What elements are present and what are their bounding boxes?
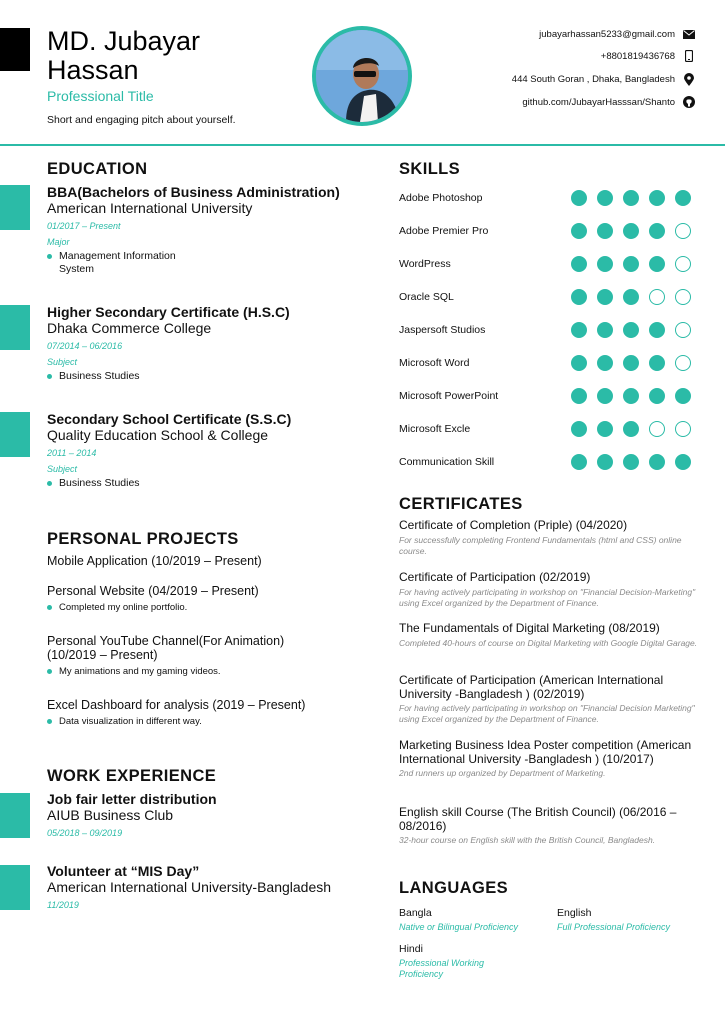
contact-address — [512, 73, 695, 85]
certificate-description: For having actively participating in workshop on "Financial Decision-Marketing" using Excel organized by the Department of Finance. — [399, 586, 696, 608]
education-item — [47, 411, 367, 490]
certificate-description: For having actively participating in workshop on "Financial Decision Marketing" using Excel organized by the Department of Finance. — [399, 703, 695, 724]
bullet-item: Completed my online portfolio. — [47, 601, 347, 614]
certificate-item — [399, 519, 699, 557]
skill-row — [399, 223, 699, 239]
skill-rating — [571, 322, 691, 338]
institution: American International University — [47, 200, 253, 216]
education-item — [47, 304, 367, 383]
date-range: 05/2018 – 09/2019 — [47, 828, 123, 838]
certificate-description: For successfully completing Frontend Fundamentals (html and CSS) online course. — [399, 534, 682, 556]
skills-heading: SKILLS — [399, 160, 461, 178]
degree-title: Higher Secondary Certificate (H.S.C) — [47, 304, 290, 320]
rating-dot-filled — [623, 388, 639, 404]
contact-github[interactable] — [522, 96, 695, 108]
rating-dot-filled — [597, 256, 613, 272]
rating-dot-filled — [571, 388, 587, 404]
rating-dot-filled — [623, 355, 639, 371]
skill-rating — [571, 223, 691, 239]
job-organization: AIUB Business Club — [47, 807, 174, 823]
skill-rating — [571, 355, 691, 371]
address-text: 444 South Goran , Dhaka, Bangladesh — [511, 73, 675, 85]
bullet-item: Management Information System — [47, 250, 367, 276]
rating-dot-filled — [649, 322, 665, 338]
skill-name: WordPress — [399, 258, 451, 270]
date-range: 2011 – 2014 — [47, 448, 97, 458]
education-heading: EDUCATION — [47, 160, 148, 178]
education-item — [47, 184, 367, 276]
rating-dot-filled — [675, 190, 691, 206]
rating-dot-empty — [675, 421, 691, 437]
rating-dot-filled — [571, 454, 587, 470]
certificate-title: Marketing Business Idea Poster competition (American International University -Bangladesh ) (10/2017) — [399, 738, 692, 766]
rating-dot-filled — [571, 322, 587, 338]
certificate-title: The Fundamentals of Digital Marketing (08/2019) — [399, 621, 660, 635]
education-accent-bar — [0, 185, 30, 230]
contact-email[interactable] — [539, 28, 695, 40]
certificate-description: 2nd runners up organized by Department of Marketing. — [399, 768, 606, 778]
skill-name: Oracle SQL — [399, 291, 454, 303]
rating-dot-empty — [675, 289, 691, 305]
certificate-title: Certificate of Participation (02/2019) — [399, 570, 591, 584]
subject-label: Subject — [47, 464, 78, 474]
location-icon — [683, 73, 695, 85]
language-name: Bangla — [399, 907, 432, 919]
skill-rating — [571, 388, 691, 404]
language-level: Full Professional Proficiency — [557, 922, 671, 932]
certificate-description: 32-hour course on English skill with the British Council, Bangladesh. — [399, 835, 656, 845]
certificate-item — [399, 739, 699, 779]
projects-heading: PERSONAL PROJECTS — [47, 530, 239, 548]
rating-dot-empty — [675, 256, 691, 272]
professional-title: Professional Title — [47, 88, 154, 104]
rating-dot-filled — [623, 190, 639, 206]
certificate-item — [399, 806, 699, 846]
rating-dot-filled — [571, 289, 587, 305]
pitch-text: Short and engaging pitch about yourself. — [47, 114, 236, 126]
email-icon — [683, 28, 695, 40]
job-role: Volunteer at “MIS Day” — [47, 863, 200, 879]
certificate-item — [399, 571, 699, 609]
rating-dot-filled — [623, 289, 639, 305]
language-item — [399, 907, 549, 933]
skill-name: Microsoft Word — [399, 357, 470, 369]
skill-rating — [571, 256, 691, 272]
language-name: Hindi — [399, 943, 423, 955]
project-item — [47, 698, 347, 728]
rating-dot-empty — [675, 322, 691, 338]
skill-row — [399, 289, 699, 305]
bullet-item: Data visualization in different way. — [47, 715, 347, 728]
rating-dot-empty — [649, 289, 665, 305]
rating-dot-filled — [623, 223, 639, 239]
certificate-title: Certificate of Completion (Priple) (04/2020) — [399, 518, 628, 532]
phone-text: +8801819436768 — [600, 50, 675, 62]
work-item — [47, 863, 377, 910]
degree-title: Secondary School Certificate (S.S.C) — [47, 411, 292, 427]
certificate-title: Certificate of Participation (American International University -Bangladesh ) (02/2019) — [399, 673, 664, 701]
certificates-heading: CERTIFICATES — [399, 495, 523, 513]
rating-dot-filled — [597, 223, 613, 239]
rating-dot-filled — [597, 421, 613, 437]
header-divider — [0, 144, 725, 146]
bullet-item: My animations and my gaming videos. — [47, 665, 297, 678]
skill-row — [399, 190, 699, 206]
rating-dot-filled — [571, 421, 587, 437]
project-title: Mobile Application (10/2019 – Present) — [47, 554, 262, 568]
skill-row — [399, 322, 699, 338]
email-text: jubayarhassan5233@gmail.com — [539, 28, 675, 40]
degree-title: BBA(Bachelors of Business Administration) — [47, 184, 340, 200]
institution: Dhaka Commerce College — [47, 320, 212, 336]
skill-row — [399, 454, 699, 470]
project-title: Personal Website (04/2019 – Present) — [47, 584, 259, 598]
skill-rating — [571, 454, 691, 470]
language-item — [399, 943, 514, 980]
skill-row — [399, 421, 699, 437]
rating-dot-filled — [649, 223, 665, 239]
rating-dot-filled — [623, 322, 639, 338]
skill-name: Microsoft PowerPoint — [399, 390, 499, 402]
rating-dot-empty — [675, 223, 691, 239]
date-range: 01/2017 – Present — [47, 221, 121, 231]
project-title: Excel Dashboard for analysis (2019 – Present) — [47, 698, 306, 712]
contact-phone[interactable] — [601, 50, 695, 62]
education-accent-bar — [0, 412, 30, 457]
language-name: English — [557, 907, 592, 919]
job-organization: American International University-Bangladesh — [47, 879, 332, 895]
rating-dot-filled — [649, 256, 665, 272]
project-title: Personal YouTube Channel(For Animation) (10/2019 – Present) — [47, 634, 285, 662]
rating-dot-empty — [649, 421, 665, 437]
work-accent-bar — [0, 865, 30, 910]
rating-dot-filled — [675, 454, 691, 470]
rating-dot-filled — [649, 355, 665, 371]
rating-dot-filled — [649, 454, 665, 470]
rating-dot-filled — [597, 322, 613, 338]
rating-dot-filled — [649, 388, 665, 404]
work-accent-bar — [0, 793, 30, 838]
subject-label: Subject — [47, 357, 78, 367]
project-item — [47, 584, 347, 614]
certificate-item — [399, 674, 699, 725]
certificate-description: Completed 40-hours of course on Digital Marketing with Google Digital Garage. — [399, 637, 698, 648]
project-item — [47, 634, 297, 678]
rating-dot-filled — [597, 289, 613, 305]
skill-name: Adobe Premier Pro — [399, 225, 489, 237]
rating-dot-filled — [597, 388, 613, 404]
date-range: 07/2014 – 06/2016 — [47, 341, 123, 351]
rating-dot-filled — [571, 190, 587, 206]
rating-dot-empty — [675, 355, 691, 371]
rating-dot-filled — [571, 256, 587, 272]
skill-row — [399, 355, 699, 371]
institution: Quality Education School & College — [47, 427, 269, 443]
rating-dot-filled — [571, 223, 587, 239]
date-range: 11/2019 — [47, 900, 79, 910]
rating-dot-filled — [597, 355, 613, 371]
github-text: github.com/JubayarHasssan/Shanto — [522, 96, 675, 108]
rating-dot-filled — [597, 454, 613, 470]
education-accent-bar — [0, 305, 30, 350]
languages-heading: LANGUAGES — [399, 879, 509, 897]
skill-row — [399, 388, 699, 404]
bullet-item: Business Studies — [47, 370, 367, 383]
bullet-item: Business Studies — [47, 477, 367, 490]
certificate-title: English skill Course (The British Council) (06/2016 – 08/2016) — [399, 805, 677, 833]
rating-dot-filled — [675, 388, 691, 404]
certificate-item — [399, 622, 699, 649]
project-item — [47, 554, 347, 568]
phone-icon — [683, 50, 695, 62]
rating-dot-filled — [571, 355, 587, 371]
rating-dot-filled — [623, 454, 639, 470]
rating-dot-filled — [623, 421, 639, 437]
language-item — [557, 907, 707, 933]
rating-dot-filled — [649, 190, 665, 206]
github-icon — [683, 96, 695, 108]
rating-dot-filled — [597, 190, 613, 206]
profile-photo — [312, 26, 412, 126]
candidate-name: MD. Jubayar Hassan — [47, 26, 201, 85]
job-role: Job fair letter distribution — [47, 791, 217, 807]
language-level: Native or Bilingual Proficiency — [399, 922, 519, 932]
skill-name: Microsoft Excle — [399, 423, 471, 435]
rating-dot-filled — [623, 256, 639, 272]
subject-label: Major — [47, 237, 70, 247]
skill-rating — [571, 421, 691, 437]
skill-rating — [571, 190, 691, 206]
header-accent-block — [0, 28, 30, 71]
language-level: Professional Working Proficiency — [399, 958, 485, 979]
work-heading: WORK EXPERIENCE — [47, 767, 217, 785]
skill-name: Adobe Photoshop — [399, 192, 483, 204]
work-item — [47, 791, 367, 838]
skill-name: Communication Skill — [399, 456, 495, 468]
skill-rating — [571, 289, 691, 305]
skill-name: Jaspersoft Studios — [399, 324, 486, 336]
skill-row — [399, 256, 699, 272]
